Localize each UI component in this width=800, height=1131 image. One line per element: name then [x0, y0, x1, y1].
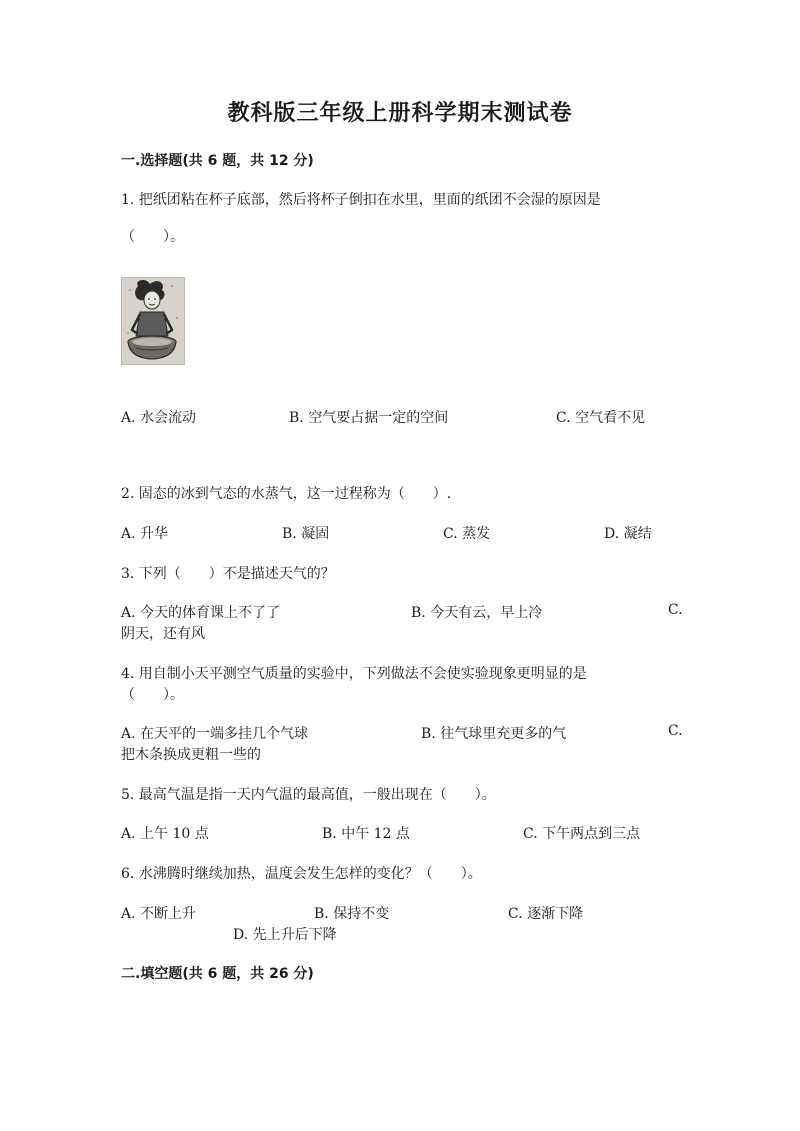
question-1-option-a[interactable]: A. 水会流动 — [121, 410, 197, 426]
question-3-option-b[interactable]: B. 今天有云，早上冷 — [411, 605, 543, 621]
question-4-option-c[interactable]: C. — [668, 723, 683, 739]
question-4-option-c-text[interactable]: 把木条换成更粗一些的 — [121, 747, 261, 763]
question-6-stem: 6. 水沸腾时继续加热，温度会发生怎样的变化？（ ）。 — [121, 866, 482, 882]
question-1-option-c[interactable]: C. 空气看不见 — [556, 410, 646, 426]
question-1-blank: （ ）。 — [121, 229, 184, 245]
question-5-option-a[interactable]: A. 上午 10 点 — [121, 826, 209, 842]
child-with-basin-image — [122, 278, 184, 364]
question-1-illustration — [121, 277, 185, 365]
question-4-stem: 4. 用自制小天平测空气质量的实验中，下列做法不会使实验现象更明显的是 — [121, 666, 587, 682]
question-5-option-c[interactable]: C. 下午两点到三点 — [523, 826, 641, 842]
question-6-option-b[interactable]: B. 保持不变 — [314, 906, 390, 922]
question-3-option-c-text[interactable]: 阴天，还有风 — [121, 626, 205, 642]
question-1-stem: 1. 把纸团粘在杯子底部，然后将杯子倒扣在水里，里面的纸团不会湿的原因是 — [121, 192, 601, 208]
question-2-option-c[interactable]: C. 蒸发 — [443, 526, 491, 542]
section-1-heading: 一.选择题(共 6 题，共 12 分) — [121, 153, 314, 169]
page-title: 教科版三年级上册科学期末测试卷 — [227, 101, 573, 126]
question-5-stem: 5. 最高气温是指一天内气温的最高值，一般出现在（ ）。 — [121, 787, 496, 803]
question-6-option-d[interactable]: D. 先上升后下降 — [233, 927, 337, 943]
question-3-option-a[interactable]: A. 今天的体育课上不了了 — [121, 605, 281, 621]
question-3-option-c[interactable]: C. — [668, 602, 683, 618]
question-2-option-d[interactable]: D. 凝结 — [604, 526, 652, 542]
question-4-blank: （ ）。 — [121, 687, 184, 703]
question-1-option-b[interactable]: B. 空气要占据一定的空间 — [289, 410, 449, 426]
question-3-stem: 3. 下列（ ）不是描述天气的？ — [121, 566, 335, 582]
question-2-option-b[interactable]: B. 凝固 — [282, 526, 330, 542]
question-5-option-b[interactable]: B. 中午 12 点 — [322, 826, 410, 842]
question-4-option-b[interactable]: B. 往气球里充更多的气 — [421, 726, 567, 742]
section-2-heading: 二.填空题(共 6 题，共 26 分) — [121, 966, 314, 982]
question-4-option-a[interactable]: A. 在天平的一端多挂几个气球 — [121, 726, 309, 742]
question-2-stem: 2. 固态的冰到气态的水蒸气，这一过程称为（ ）. — [121, 486, 452, 502]
question-6-option-c[interactable]: C. 逐渐下降 — [508, 906, 584, 922]
question-2-option-a[interactable]: A. 升华 — [121, 526, 169, 542]
question-6-option-a[interactable]: A. 不断上升 — [121, 906, 197, 922]
